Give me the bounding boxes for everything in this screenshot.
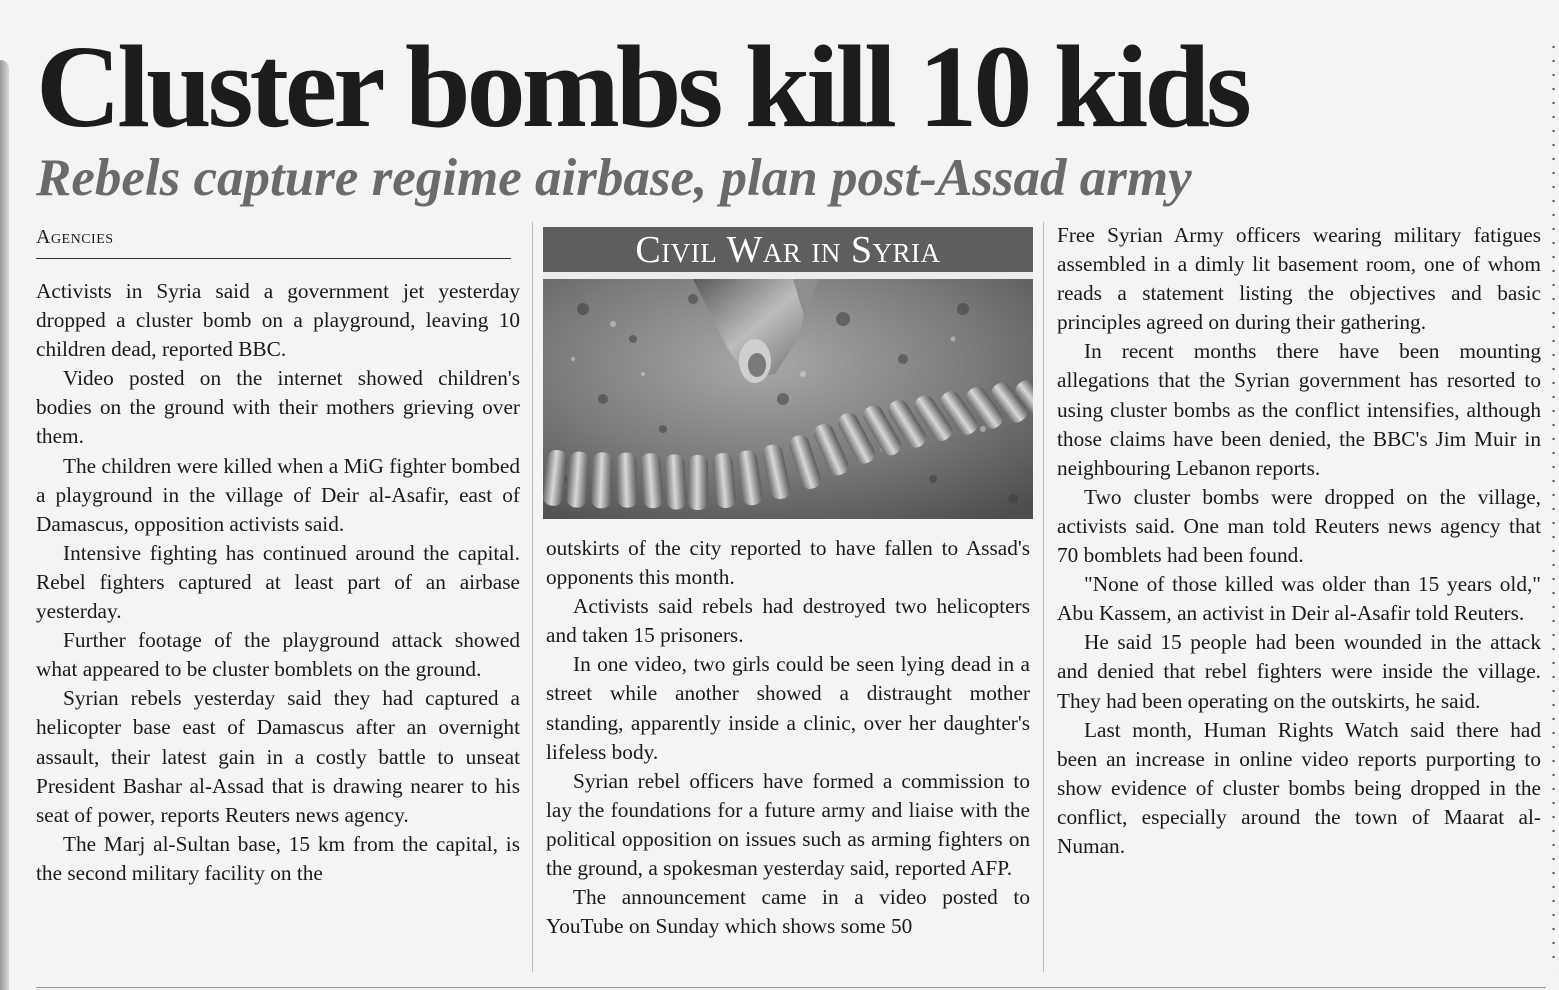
column-divider-2 (1043, 222, 1044, 972)
paragraph: The announcement came in a video posted to YouTube on Sunday which shows some 50 (546, 885, 1030, 939)
paragraph: Activists in Syria said a government jet yesterday dropped a cluster bomb on a playground, leaving 10 children dead, reported BBC. (36, 279, 520, 362)
page-edge-shadow (0, 60, 9, 990)
paragraph: Syrian rebel officers have formed a commission to lay the foundations for a future army and liaise with the political opposition on issues such as arming fighters on the ground, a spokesman yesterday said, reported AFP. (546, 768, 1030, 881)
paragraph: Free Syrian Army officers wearing military fatigues assembled in a dimly lit basement room, one of whom reads a statement listing the objectives and basic principles agreed on during their gathering. (1057, 223, 1541, 335)
byline-rule (36, 258, 511, 259)
paragraph: Activists said rebels had destroyed two helicopters and taken 15 prisoners. (546, 594, 1030, 648)
cluster-bomblets-photo (543, 279, 1033, 519)
column-divider-1 (532, 222, 533, 972)
article-column-2 (546, 534, 1030, 941)
paragraph: In recent months there have been mounting allegations that the Syrian government has resorted to using cluster bombs as the conflict intensifies, although those claims have been denied, the BBC's Jim Muir in neighbouring Lebanon reports. (1057, 339, 1541, 480)
paragraph: Two cluster bombs were dropped on the village, activists said. One man told Reuters news agency that 70 bomblets had been found. (1057, 484, 1541, 568)
photo-box (543, 227, 1033, 519)
paragraph: "None of those killed was older than 15 years old," Abu Kassem, an activist in Deir al-Asafir told Reuters. (1057, 572, 1541, 626)
paragraph: outskirts of the city reported to have fallen to Assad's opponents this month. (546, 536, 1030, 590)
byline: Agencies (36, 226, 114, 248)
article-column-3 (1057, 221, 1541, 861)
subheadline: Rebels capture regime airbase, plan post-Assad army (36, 149, 1192, 207)
bottom-rule (36, 987, 1546, 988)
paragraph: In one video, two girls could be seen lying dead in a street while another showed a distraught mother standing, apparently inside a clinic, over her daughter's lifeless body. (546, 652, 1030, 764)
paragraph: Video posted on the internet showed children's bodies on the ground with their mothers grieving over them. (36, 366, 520, 449)
paragraph: The children were killed when a MiG fighter bombed a playground in the village of Deir al-Asafir, east of Damascus, opposition activists said. (36, 453, 520, 536)
article-column-1 (36, 277, 520, 888)
paragraph: Last month, Human Rights Watch said there had been an increase in online video reports purporting to show evidence of cluster bombs being dropped in the conflict, especially around the town of Maarat al-Numan. (1057, 717, 1541, 858)
paragraph: He said 15 people had been wounded in the attack and denied that rebel fighters were inside the village. They had been operating on the outskirts, he said. (1057, 630, 1541, 713)
headline: Cluster bombs kill 10 kids (36, 21, 1248, 152)
photo-banner: Civil War in Syria (543, 227, 1033, 272)
paragraph: Syrian rebels yesterday said they had captured a helicopter base east of Damascus after an overnight assault, their latest gain in a costly battle to unseat President Bashar al-Assad that is drawing nearer to his seat of power, reports Reuters news agency. (36, 686, 520, 827)
paragraph: The Marj al-Sultan base, 15 km from the capital, is the second military facility on the (36, 831, 520, 885)
perforation-line (1552, 40, 1555, 970)
paragraph: Intensive fighting has continued around the capital. Rebel fighters captured at least part of an airbase yesterday. (36, 540, 520, 624)
paragraph: Further footage of the playground attack showed what appeared to be cluster bomblets on the ground. (36, 628, 520, 682)
